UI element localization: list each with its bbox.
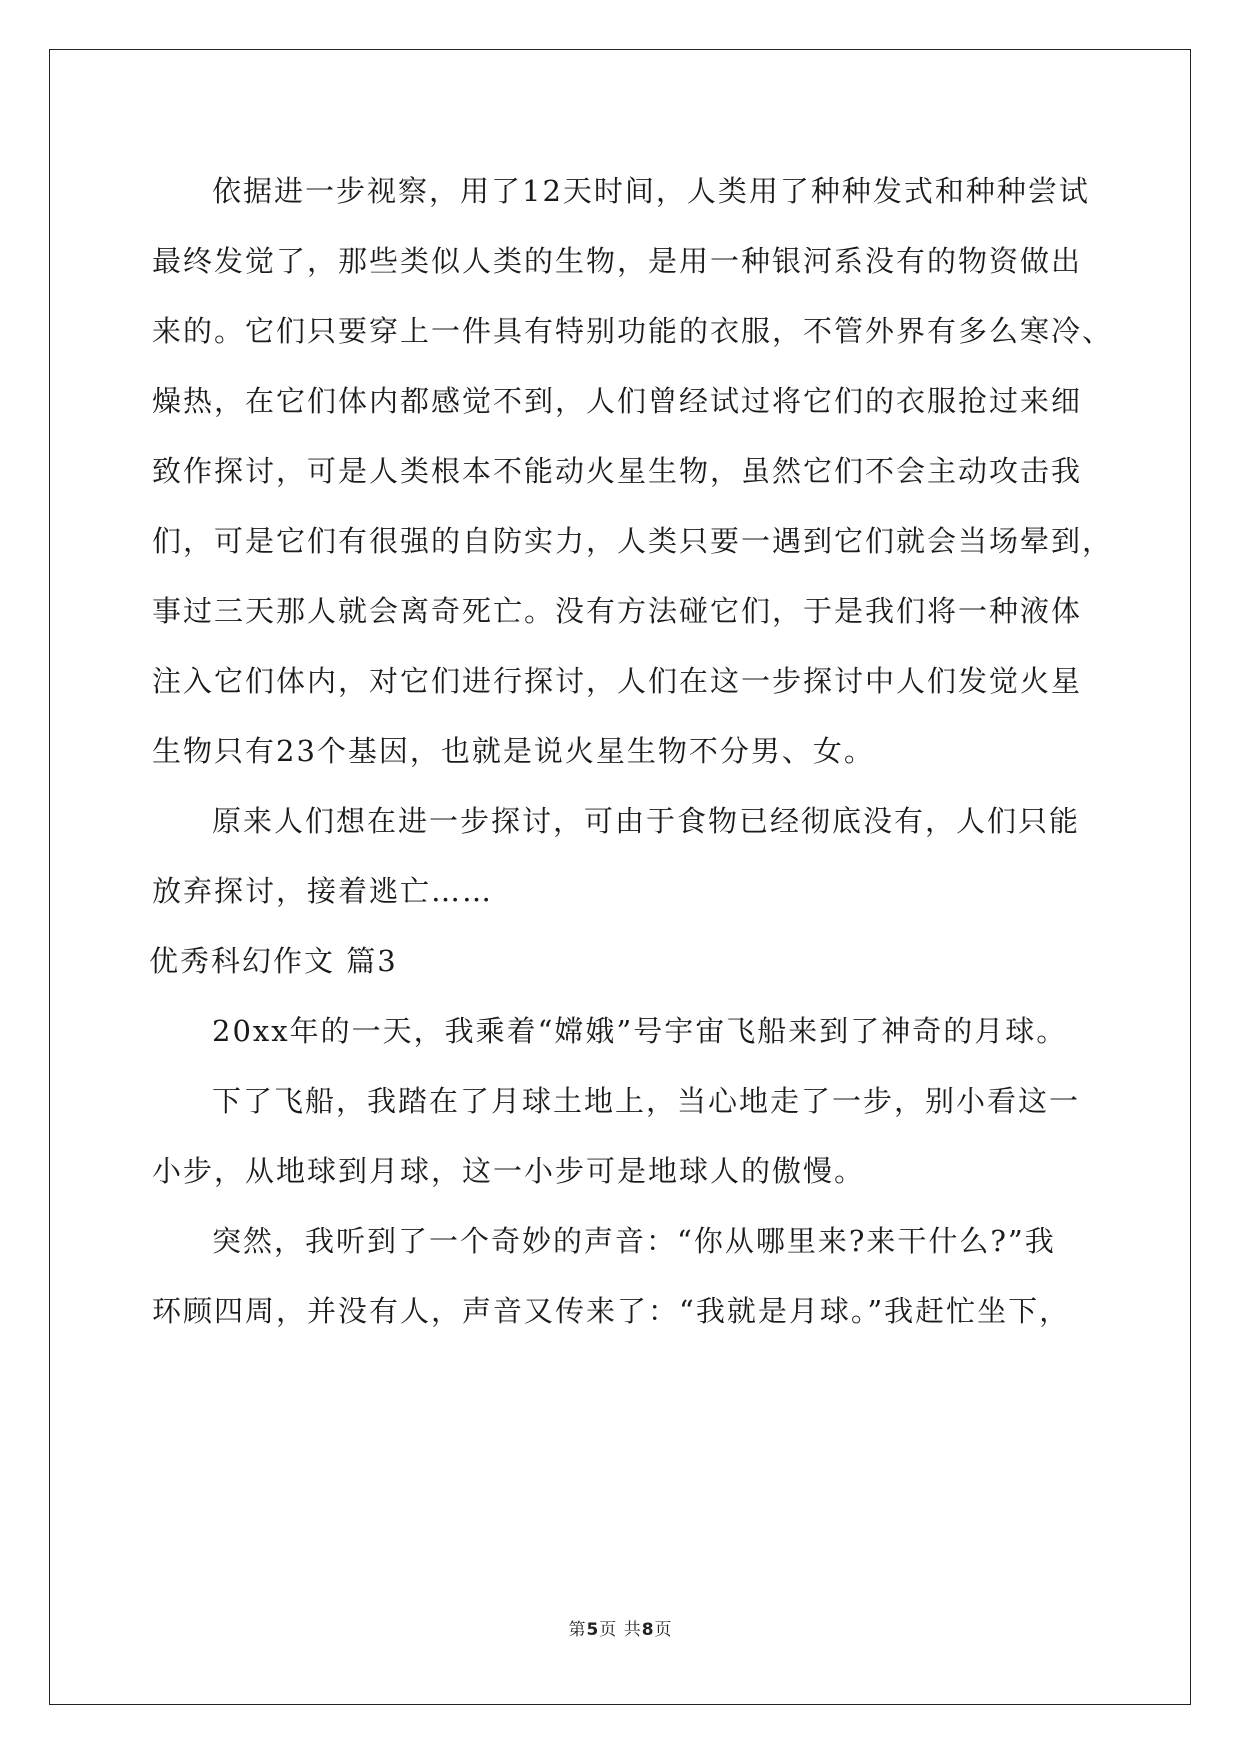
text-line: 来的。它们只要穿上一件具有特别功能的衣服，不管外界有多么寒冷、 — [152, 314, 1114, 348]
page-label-suffix: 页 — [654, 1620, 673, 1640]
text-line: 事过三天那人就会离奇死亡。没有方法碰它们，于是我们将一种液体 — [152, 594, 1083, 628]
document-body — [149, 160, 1114, 1350]
page-current-number: 5 — [586, 1620, 600, 1640]
text-line: 致作探讨，可是人类根本不能动火星生物，虽然它们不会主动攻击我 — [152, 454, 1083, 488]
page-total-number: 8 — [641, 1620, 655, 1640]
text-line: 小步，从地球到月球，这一小步可是地球人的傲慢。 — [152, 1154, 866, 1188]
page-footer — [0, 1615, 1241, 1640]
text-line: 原来人们想在进一步探讨，可由于食物已经彻底没有，人们只能 — [212, 804, 1081, 838]
section-heading: 优秀科幻作文 篇3 — [149, 944, 398, 978]
page-label-mid: 页 共 — [599, 1620, 642, 1640]
text-line: 放弃探讨，接着逃亡…… — [152, 874, 494, 908]
text-line: 环顾四周，并没有人，声音又传来了：“我就是月球。”我赶忙坐下， — [152, 1294, 1071, 1328]
text-line: 们，可是它们有很强的自防实力，人类只要一遇到它们就会当场晕到， — [152, 524, 1114, 558]
text-line: 燥热，在它们体内都感觉不到，人们曾经试过将它们的衣服抢过来细 — [152, 384, 1083, 418]
text-line: 突然，我听到了一个奇妙的声音：“你从哪里来?来干什么?”我 — [212, 1224, 1056, 1258]
text-line: 注入它们体内，对它们进行探讨，人们在这一步探讨中人们发觉火星 — [152, 664, 1083, 698]
page-label-prefix: 第 — [568, 1620, 587, 1640]
text-line: 最终发觉了，那些类似人类的生物，是用一种银河系没有的物资做出 — [152, 244, 1083, 278]
text-line: 下了飞船，我踏在了月球土地上，当心地走了一步，别小看这一 — [212, 1084, 1081, 1118]
text-line: 生物只有23个基因，也就是说火星生物不分男、女。 — [152, 734, 875, 768]
text-line: 依据进一步视察，用了12天时间，人类用了种种发式和种种尝试 — [212, 174, 1090, 208]
text-line: 20xx年的一天，我乘着“嫦娥”号宇宙飞船来到了神奇的月球。 — [212, 1014, 1068, 1048]
